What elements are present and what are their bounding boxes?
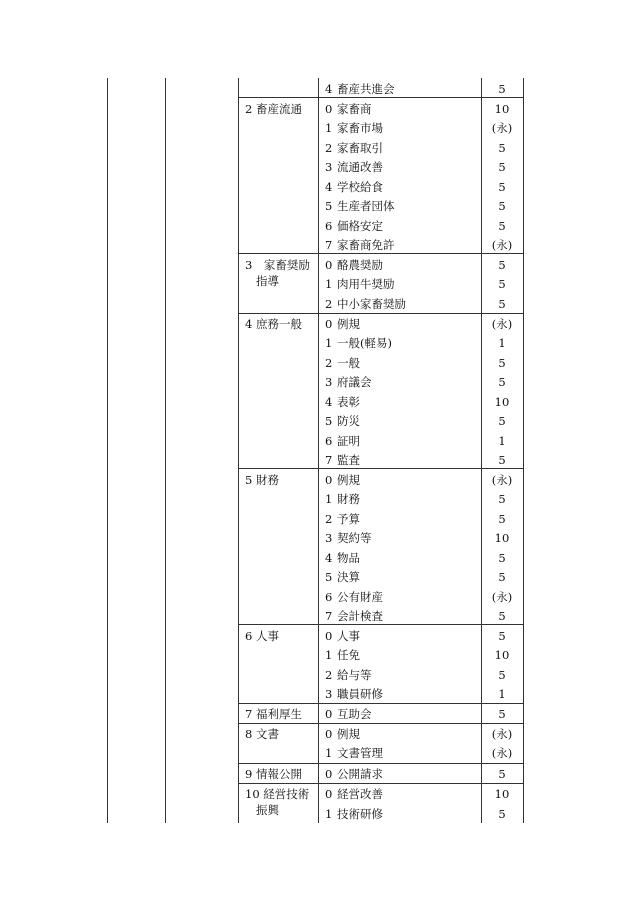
sub-item-code: 5: [325, 570, 333, 584]
category-label: 10 経営技術: [245, 787, 310, 801]
sub-item-name: 表彰: [337, 395, 360, 409]
sub-item-code: 1: [325, 336, 333, 350]
sub-item-name: 例規: [337, 317, 360, 331]
sub-item-name: 生産者団体: [337, 199, 395, 213]
sub-item-name: 公有財産: [337, 590, 383, 604]
retention-period: 5: [498, 141, 506, 155]
sub-item-name: 監査: [337, 453, 360, 467]
category-label: 8 文書: [245, 727, 279, 741]
sub-item-name: 予算: [337, 512, 360, 526]
sub-item-name: 物品: [337, 551, 360, 565]
sub-item-code: 3: [325, 375, 333, 389]
sub-item-code: 0: [325, 629, 333, 643]
sub-item-name: 家畜商免許: [337, 238, 395, 252]
sub-item-code: 3: [325, 687, 333, 701]
retention-period: 5: [498, 807, 506, 821]
sub-item-name: 例規: [337, 473, 360, 487]
column-border: [107, 78, 108, 823]
retention-period: (永): [491, 590, 513, 604]
retention-period: 5: [498, 609, 506, 623]
sub-item-code: 1: [325, 121, 333, 135]
sub-item-code: 4: [325, 395, 333, 409]
sub-item-code: 6: [325, 434, 333, 448]
retention-period: 5: [498, 160, 506, 174]
sub-item-name: 防災: [337, 414, 360, 428]
category-label: 2 畜産流通: [245, 102, 302, 116]
retention-period: (永): [491, 238, 513, 252]
retention-period: 5: [498, 512, 506, 526]
retention-period: 10: [494, 102, 510, 116]
category-label: 5 財務: [245, 473, 279, 487]
sub-item-code: 2: [325, 297, 333, 311]
sub-item-name: 価格安定: [337, 219, 383, 233]
column-border: [481, 78, 482, 823]
retention-period: 5: [498, 82, 506, 96]
sub-item-code: 0: [325, 317, 333, 331]
sub-item-code: 0: [325, 727, 333, 741]
sub-item-code: 2: [325, 668, 333, 682]
category-label-continued: 指導: [256, 274, 279, 288]
retention-period: 10: [494, 648, 510, 662]
sub-item-name: 互助会: [337, 707, 372, 721]
retention-period: 10: [494, 395, 510, 409]
sub-item-code: 0: [325, 787, 333, 801]
retention-period: 1: [498, 336, 506, 350]
sub-item-name: 家畜市場: [337, 121, 383, 135]
retention-period: 5: [498, 551, 506, 565]
row-separator: [238, 763, 523, 764]
sub-item-code: 0: [325, 707, 333, 721]
sub-item-code: 0: [325, 473, 333, 487]
retention-period: 5: [498, 570, 506, 584]
retention-period: 5: [498, 258, 506, 272]
sub-item-code: 1: [325, 492, 333, 506]
sub-item-name: 肉用牛奨励: [337, 277, 395, 291]
sub-item-name: 一般(軽易): [337, 336, 392, 350]
category-label: 9 情報公開: [245, 767, 302, 781]
retention-period: 5: [498, 375, 506, 389]
row-separator: [238, 624, 523, 625]
sub-item-code: 3: [325, 531, 333, 545]
row-separator: [238, 97, 523, 98]
retention-period: 5: [498, 492, 506, 506]
retention-period: 1: [498, 687, 506, 701]
sub-item-code: 7: [325, 453, 333, 467]
retention-period: 5: [498, 297, 506, 311]
sub-item-code: 1: [325, 648, 333, 662]
sub-item-name: 給与等: [337, 668, 372, 682]
sub-item-code: 4: [325, 82, 333, 96]
column-border: [238, 78, 239, 823]
sub-item-name: 証明: [337, 434, 360, 448]
sub-item-name: 畜産共進会: [337, 82, 395, 96]
retention-period: 5: [498, 668, 506, 682]
retention-period: (永): [491, 727, 513, 741]
sub-item-name: 任免: [337, 648, 360, 662]
sub-item-name: 家畜取引: [337, 141, 383, 155]
row-separator: [238, 313, 523, 314]
sub-item-code: 2: [325, 141, 333, 155]
sub-item-code: 7: [325, 609, 333, 623]
sub-item-name: 経営改善: [337, 787, 383, 801]
retention-period: 1: [498, 434, 506, 448]
retention-period: 5: [498, 356, 506, 370]
sub-item-name: 技術研修: [337, 807, 383, 821]
sub-item-code: 6: [325, 219, 333, 233]
category-label: 3 家畜奨励: [245, 258, 310, 272]
retention-period: 5: [498, 629, 506, 643]
category-label: 4 庶務一般: [245, 317, 302, 331]
retention-period: 5: [498, 767, 506, 781]
retention-period: 10: [494, 787, 510, 801]
retention-period: 5: [498, 277, 506, 291]
sub-item-name: 職員研修: [337, 687, 383, 701]
sub-item-code: 6: [325, 590, 333, 604]
sub-item-name: 学校給食: [337, 180, 383, 194]
row-separator: [238, 723, 523, 724]
sub-item-code: 2: [325, 512, 333, 526]
sub-item-code: 1: [325, 277, 333, 291]
sub-item-name: 例規: [337, 727, 360, 741]
retention-period: (永): [491, 121, 513, 135]
sub-item-name: 文書管理: [337, 746, 383, 760]
row-separator: [238, 703, 523, 704]
category-label: 7 福利厚生: [245, 707, 302, 721]
sub-item-code: 4: [325, 551, 333, 565]
retention-period: 5: [498, 707, 506, 721]
sub-item-name: 財務: [337, 492, 360, 506]
retention-period: 5: [498, 219, 506, 233]
retention-period: 5: [498, 453, 506, 467]
sub-item-code: 4: [325, 180, 333, 194]
sub-item-code: 0: [325, 102, 333, 116]
retention-period: 10: [494, 531, 510, 545]
column-border: [318, 78, 319, 823]
sub-item-name: 家畜商: [337, 102, 372, 116]
sub-item-code: 0: [325, 258, 333, 272]
sub-item-name: 酪農奨励: [337, 258, 383, 272]
retention-period: 5: [498, 414, 506, 428]
sub-item-code: 5: [325, 414, 333, 428]
row-separator: [238, 468, 523, 469]
sub-item-name: 中小家畜奨励: [337, 297, 406, 311]
column-border: [165, 78, 166, 823]
category-label-continued: 振興: [256, 803, 279, 817]
sub-item-code: 2: [325, 356, 333, 370]
sub-item-code: 7: [325, 238, 333, 252]
sub-item-name: 契約等: [337, 531, 372, 545]
retention-period: 5: [498, 199, 506, 213]
sub-item-name: 会計検査: [337, 609, 383, 623]
sub-item-name: 決算: [337, 570, 360, 584]
sub-item-name: 公開請求: [337, 767, 383, 781]
sub-item-code: 0: [325, 767, 333, 781]
retention-period: (永): [491, 317, 513, 331]
sub-item-code: 3: [325, 160, 333, 174]
sub-item-code: 1: [325, 807, 333, 821]
retention-period: 5: [498, 180, 506, 194]
sub-item-name: 一般: [337, 356, 360, 370]
row-separator: [238, 253, 523, 254]
row-separator: [238, 783, 523, 784]
sub-item-name: 府議会: [337, 375, 372, 389]
sub-item-name: 人事: [337, 629, 360, 643]
sub-item-code: 5: [325, 199, 333, 213]
sub-item-name: 流通改善: [337, 160, 383, 174]
retention-period: (永): [491, 746, 513, 760]
column-border: [523, 78, 524, 823]
category-label: 6 人事: [245, 629, 279, 643]
sub-item-code: 1: [325, 746, 333, 760]
retention-period: (永): [491, 473, 513, 487]
